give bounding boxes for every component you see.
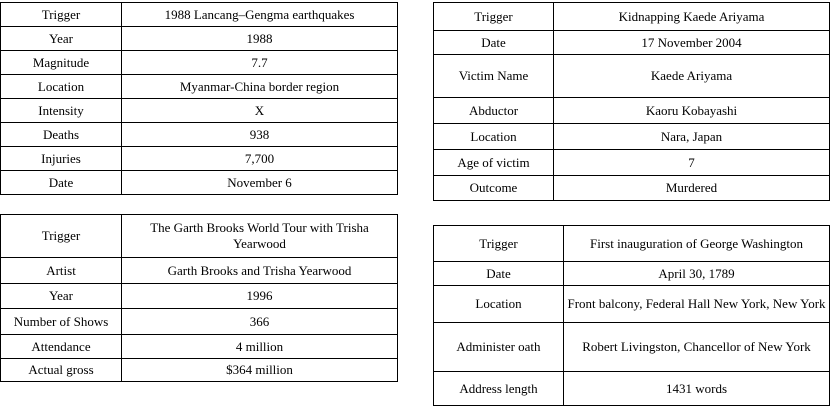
inauguration-table (433, 225, 830, 406)
table-row (1, 258, 398, 284)
row-value: 366 (122, 309, 398, 335)
row-label: Magnitude (1, 51, 122, 75)
row-value: Nara, Japan (554, 124, 830, 150)
row-label: Date (1, 171, 122, 195)
table-row (1, 99, 398, 123)
row-label: Victim Name (434, 55, 554, 98)
row-value: X (122, 99, 398, 123)
row-value: 938 (122, 123, 398, 147)
row-value: April 30, 1789 (564, 262, 830, 286)
row-label: Trigger (434, 3, 554, 31)
row-label: Date (434, 262, 564, 286)
row-value: 17 November 2004 (554, 31, 830, 55)
row-label: Location (1, 75, 122, 99)
row-value: 7.7 (122, 51, 398, 75)
row-label: Abductor (434, 98, 554, 124)
row-label: Administer oath (434, 323, 564, 372)
table-row (1, 359, 398, 382)
row-label: Location (434, 124, 554, 150)
row-value: 7,700 (122, 147, 398, 171)
row-label: Artist (1, 258, 122, 284)
kidnapping-table (433, 2, 830, 201)
row-label: Trigger (1, 3, 122, 27)
table-row (1, 335, 398, 359)
table-row (1, 171, 398, 195)
row-value: Kidnapping Kaede Ariyama (554, 3, 830, 31)
row-value: 7 (554, 150, 830, 176)
row-value: 1431 words (564, 372, 830, 406)
table-row (434, 55, 830, 98)
table-row (434, 3, 830, 31)
table-row (1, 123, 398, 147)
table-row (1, 27, 398, 51)
table-row (1, 309, 398, 335)
row-label: Attendance (1, 335, 122, 359)
row-label: Year (1, 284, 122, 309)
row-value: Front balcony, Federal Hall New York, New York (564, 286, 830, 323)
table-row (434, 176, 830, 201)
tour-table (0, 214, 398, 382)
row-value: $364 million (122, 359, 398, 382)
table-row (434, 323, 830, 372)
table-row (1, 215, 398, 258)
row-label: Age of victim (434, 150, 554, 176)
row-value: 1988 (122, 27, 398, 51)
row-value: Robert Livingston, Chancellor of New York (564, 323, 830, 372)
row-label: Location (434, 286, 564, 323)
table-row (434, 286, 830, 323)
table-row (434, 150, 830, 176)
row-value: 1996 (122, 284, 398, 309)
table-row (434, 226, 830, 262)
row-label: Actual gross (1, 359, 122, 382)
table-row (434, 262, 830, 286)
row-label: Address length (434, 372, 564, 406)
row-value: Kaoru Kobayashi (554, 98, 830, 124)
table-row (1, 51, 398, 75)
row-label: Outcome (434, 176, 554, 201)
row-value: 4 million (122, 335, 398, 359)
row-value: Kaede Ariyama (554, 55, 830, 98)
row-label: Date (434, 31, 554, 55)
earthquake-table (0, 2, 398, 195)
table-row (1, 284, 398, 309)
row-value: First inauguration of George Washington (564, 226, 830, 262)
row-label: Injuries (1, 147, 122, 171)
row-label: Trigger (434, 226, 564, 262)
table-row (1, 75, 398, 99)
row-value: 1988 Lancang–Gengma earthquakes (122, 3, 398, 27)
row-label: Year (1, 27, 122, 51)
row-label: Trigger (1, 215, 122, 258)
row-value: Garth Brooks and Trisha Yearwood (122, 258, 398, 284)
row-value: Murdered (554, 176, 830, 201)
table-row (434, 31, 830, 55)
table-row (1, 147, 398, 171)
row-value: Myanmar-China border region (122, 75, 398, 99)
table-row (434, 98, 830, 124)
row-label: Number of Shows (1, 309, 122, 335)
table-row (1, 3, 398, 27)
row-value: November 6 (122, 171, 398, 195)
row-label: Intensity (1, 99, 122, 123)
row-label: Deaths (1, 123, 122, 147)
row-value: The Garth Brooks World Tour with Trisha Yearwood (122, 215, 398, 258)
table-row (434, 372, 830, 406)
table-row (434, 124, 830, 150)
